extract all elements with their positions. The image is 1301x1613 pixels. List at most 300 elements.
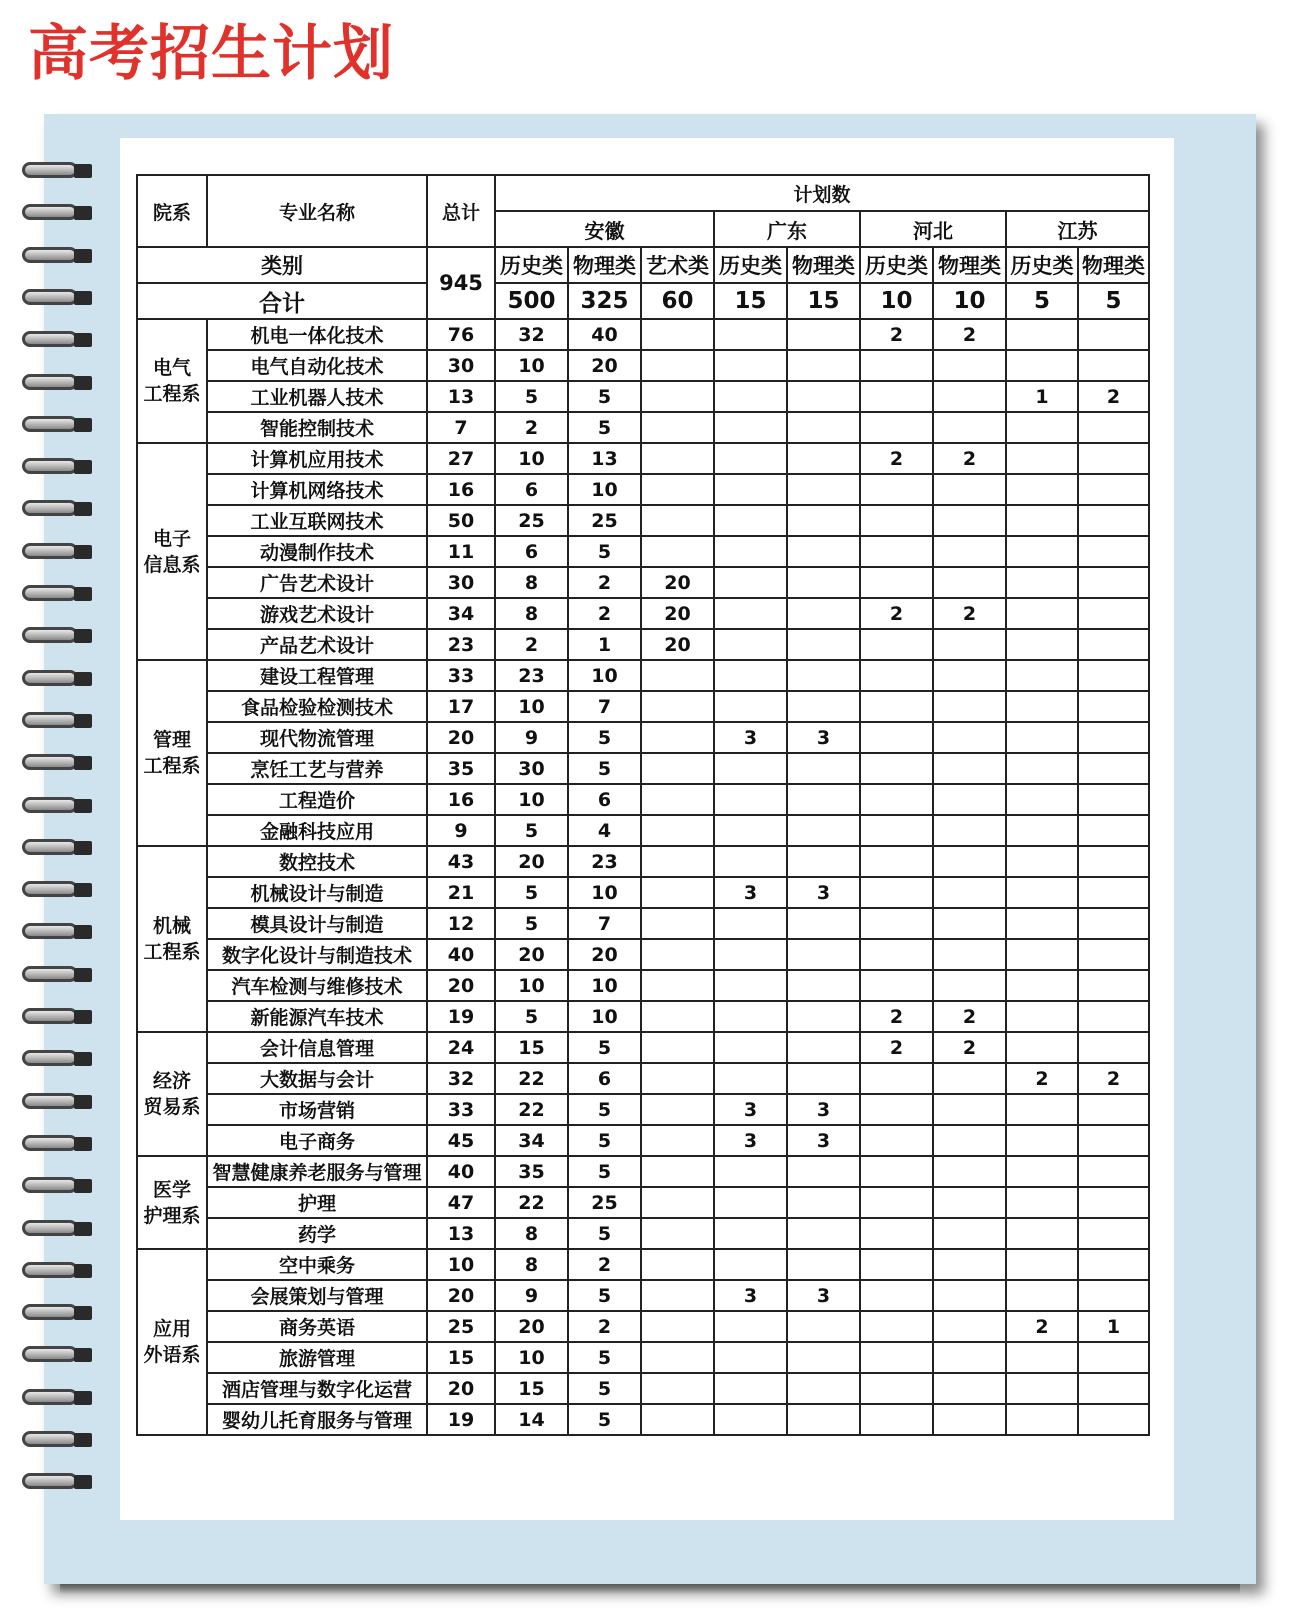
plan-value [933,908,1006,939]
major-name: 商务英语 [207,1311,427,1342]
table-row [137,753,1149,784]
ring-hole [74,1010,92,1024]
plan-value [641,412,714,443]
table-row [137,1156,1149,1187]
plan-value: 2 [860,319,933,350]
plan-value [641,505,714,536]
dept-cell: 医学 护理系 [137,1156,207,1249]
major-total: 25 [427,1311,495,1342]
spiral-ring [22,202,94,224]
plan-value [1006,443,1078,474]
plan-value [714,536,787,567]
spiral-ring [22,1218,94,1240]
major-name: 建设工程管理 [207,660,427,691]
plan-value [641,691,714,722]
plan-value: 5 [568,722,641,753]
plan-value: 5 [568,753,641,784]
plan-value: 2 [568,1311,641,1342]
header-province-anhui: 安徽 [495,211,714,247]
major-total: 21 [427,877,495,908]
plan-value [933,784,1006,815]
table-row [137,1249,1149,1280]
plan-value [641,970,714,1001]
plan-value: 2 [933,598,1006,629]
plan-value [933,939,1006,970]
plan-value: 1 [1078,1311,1149,1342]
header-dept: 院系 [137,175,207,247]
ring-loop [22,1431,78,1447]
plan-value [933,1280,1006,1311]
plan-value [1078,1187,1149,1218]
table-row [137,1280,1149,1311]
major-name: 机械设计与制造 [207,877,427,908]
major-total: 15 [427,1342,495,1373]
plan-value [787,1404,860,1435]
plan-value: 10 [568,474,641,505]
plan-value [714,1218,787,1249]
plan-value [1078,536,1149,567]
plan-value: 3 [787,1280,860,1311]
header-major: 专业名称 [207,175,427,247]
plan-value [860,350,933,381]
plan-value: 2 [568,1249,641,1280]
plan-value: 3 [714,1125,787,1156]
spiral-ring [22,1429,94,1451]
spiral-ring [22,710,94,732]
table-row [137,350,1149,381]
major-name: 现代物流管理 [207,722,427,753]
plan-value [1078,846,1149,877]
plan-value [860,474,933,505]
ring-loop [22,797,78,813]
plan-value: 8 [495,1218,568,1249]
major-name: 工业互联网技术 [207,505,427,536]
category-cell: 历史类 [714,247,787,283]
major-total: 40 [427,1156,495,1187]
plan-value: 7 [568,908,641,939]
major-name: 产品艺术设计 [207,629,427,660]
major-name: 会展策划与管理 [207,1280,427,1311]
plan-value [1078,815,1149,846]
plan-value [787,598,860,629]
plan-value: 10 [495,443,568,474]
plan-value [860,939,933,970]
ring-loop [22,247,78,263]
plan-value: 32 [495,319,568,350]
major-total: 34 [427,598,495,629]
plan-value [714,443,787,474]
plan-value: 2 [495,629,568,660]
plan-value [1006,1032,1078,1063]
ring-loop [22,1304,78,1320]
plan-value [933,846,1006,877]
table-row [137,1218,1149,1249]
major-name: 数控技术 [207,846,427,877]
table-row [137,412,1149,443]
table-row [137,1373,1149,1404]
major-name: 婴幼儿托育服务与管理 [207,1404,427,1435]
plan-value [641,1094,714,1125]
plan-value: 3 [714,877,787,908]
plan-value [641,1249,714,1280]
plan-value [787,970,860,1001]
plan-value [714,381,787,412]
plan-value: 10 [495,350,568,381]
plan-value: 22 [495,1063,568,1094]
table-row [137,1125,1149,1156]
plan-value [641,350,714,381]
major-name: 模具设计与制造 [207,908,427,939]
ring-loop [22,754,78,770]
ring-hole [74,672,92,686]
plan-value [1078,1001,1149,1032]
major-name: 食品检验检测技术 [207,691,427,722]
plan-value [787,691,860,722]
plan-value [641,1001,714,1032]
plan-value [1078,877,1149,908]
category-cell: 艺术类 [641,247,714,283]
plan-value: 3 [714,1094,787,1125]
ring-loop [22,458,78,474]
plan-value [860,815,933,846]
major-total: 12 [427,908,495,939]
ring-hole [74,164,92,178]
plan-value [860,1063,933,1094]
plan-value [714,1342,787,1373]
ring-loop [22,543,78,559]
ring-loop [22,416,78,432]
major-name: 数字化设计与制造技术 [207,939,427,970]
major-total: 40 [427,939,495,970]
plan-value: 5 [568,536,641,567]
plan-value [1006,1094,1078,1125]
major-name: 工业机器人技术 [207,381,427,412]
plan-value [860,1094,933,1125]
plan-value [714,1063,787,1094]
plan-value [714,412,787,443]
plan-value [1078,691,1149,722]
table-row [137,629,1149,660]
ring-loop [22,162,78,178]
table-row [137,381,1149,412]
plan-value [714,691,787,722]
plan-value [641,1187,714,1218]
ring-hole [74,1475,92,1489]
ring-hole [74,1179,92,1193]
table-row [137,474,1149,505]
plan-value [1006,1373,1078,1404]
plan-value: 2 [860,598,933,629]
plan-value [860,1187,933,1218]
table-row [137,1404,1149,1435]
sum-label: 合计 [137,283,427,319]
spiral-ring [22,541,94,563]
ring-loop [22,289,78,305]
major-total: 9 [427,815,495,846]
spiral-ring [22,795,94,817]
major-name: 护理 [207,1187,427,1218]
plan-value: 8 [495,598,568,629]
table-row [137,939,1149,970]
plan-value [641,1063,714,1094]
dept-cell: 经济 贸易系 [137,1032,207,1156]
plan-value [1006,815,1078,846]
plan-value [1006,1156,1078,1187]
plan-value [1006,691,1078,722]
plan-value [1006,1218,1078,1249]
ring-hole [74,629,92,643]
plan-value [714,567,787,598]
plan-value [1078,908,1149,939]
plan-value: 5 [495,1001,568,1032]
plan-value [1078,1156,1149,1187]
sum-row [137,283,1149,319]
ring-loop [22,712,78,728]
plan-value [641,784,714,815]
plan-value [714,1373,787,1404]
plan-value [1006,350,1078,381]
plan-value [933,722,1006,753]
plan-value: 8 [495,567,568,598]
plan-value [860,1125,933,1156]
plan-value [1006,1001,1078,1032]
table-row [137,815,1149,846]
plan-value [860,1373,933,1404]
plan-value [714,319,787,350]
plan-value: 5 [568,1125,641,1156]
major-name: 计算机网络技术 [207,474,427,505]
plan-value: 10 [495,970,568,1001]
plan-value [787,784,860,815]
major-name: 新能源汽车技术 [207,1001,427,1032]
plan-value: 23 [495,660,568,691]
plan-value: 20 [495,1311,568,1342]
plan-value [860,660,933,691]
plan-value [860,1218,933,1249]
plan-value [1078,939,1149,970]
plan-value: 5 [568,1094,641,1125]
enrollment-plan-table [136,174,1150,1436]
ring-loop [22,1346,78,1362]
header-province-guangdong: 广东 [714,211,860,247]
ring-hole [74,756,92,770]
major-name: 金融科技应用 [207,815,427,846]
plan-value [641,1156,714,1187]
plan-value [1078,660,1149,691]
plan-value [787,1063,860,1094]
plan-value [714,1156,787,1187]
ring-hole [74,376,92,390]
ring-hole [74,1222,92,1236]
grand-total: 945 [427,247,495,319]
major-name: 计算机应用技术 [207,443,427,474]
major-name: 旅游管理 [207,1342,427,1373]
major-total: 7 [427,412,495,443]
plan-value [860,877,933,908]
spiral-ring [22,752,94,774]
plan-value: 1 [568,629,641,660]
dept-cell: 电子 信息系 [137,443,207,660]
plan-value: 10 [568,1001,641,1032]
plan-value: 2 [1078,1063,1149,1094]
plan-value [714,1032,787,1063]
ring-loop [22,374,78,390]
plan-value: 2 [1006,1311,1078,1342]
plan-value [1006,908,1078,939]
plan-value: 2 [1078,381,1149,412]
spiral-ring [22,879,94,901]
ring-hole [74,968,92,982]
plan-value [1006,598,1078,629]
major-name: 药学 [207,1218,427,1249]
ring-loop [22,966,78,982]
plan-value [860,1311,933,1342]
plan-value [860,536,933,567]
spiral-ring [22,837,94,859]
plan-value: 40 [568,319,641,350]
plan-value [860,629,933,660]
plan-value [860,753,933,784]
plan-value: 3 [787,722,860,753]
major-total: 43 [427,846,495,877]
plan-value [787,1187,860,1218]
dept-cell: 电气 工程系 [137,319,207,443]
plan-value [1006,1125,1078,1156]
plan-value [933,412,1006,443]
table-row [137,908,1149,939]
ring-loop [22,1177,78,1193]
plan-value [933,970,1006,1001]
plan-value: 10 [568,970,641,1001]
plan-value: 5 [568,1156,641,1187]
ring-hole [74,249,92,263]
plan-value [787,846,860,877]
plan-value: 25 [495,505,568,536]
table-row [137,1063,1149,1094]
ring-loop [22,923,78,939]
ring-hole [74,206,92,220]
plan-value: 2 [568,567,641,598]
plan-value: 5 [568,1280,641,1311]
plan-value [1006,1249,1078,1280]
plan-value [714,1404,787,1435]
plan-value: 10 [495,1342,568,1373]
plan-value [860,846,933,877]
plan-value [787,1342,860,1373]
plan-value: 20 [495,939,568,970]
spiral-ring [22,1344,94,1366]
plan-value: 10 [495,691,568,722]
sum-cell: 5 [1078,283,1149,319]
sum-cell: 15 [714,283,787,319]
plan-value [1006,784,1078,815]
sum-cell: 15 [787,283,860,319]
plan-value [787,567,860,598]
plan-value [1078,319,1149,350]
spiral-ring [22,625,94,647]
ring-loop [22,881,78,897]
plan-value [860,784,933,815]
major-total: 30 [427,567,495,598]
plan-value: 2 [933,443,1006,474]
plan-value [787,1373,860,1404]
table-row [137,536,1149,567]
ring-loop [22,500,78,516]
plan-value [714,753,787,784]
plan-value [860,1404,933,1435]
ring-hole [74,925,92,939]
plan-value: 22 [495,1094,568,1125]
notebook-shadow [60,1584,1240,1594]
plan-value [1006,722,1078,753]
major-total: 45 [427,1125,495,1156]
plan-value: 3 [787,1094,860,1125]
dept-cell: 管理 工程系 [137,660,207,846]
plan-value [1078,1404,1149,1435]
plan-value: 7 [568,691,641,722]
plan-value: 34 [495,1125,568,1156]
major-total: 19 [427,1404,495,1435]
plan-value [1078,412,1149,443]
plan-value [1078,722,1149,753]
plan-value [1078,1373,1149,1404]
plan-value [787,908,860,939]
plan-value: 25 [568,505,641,536]
major-name: 机电一体化技术 [207,319,427,350]
plan-value: 6 [495,536,568,567]
plan-value [1078,1342,1149,1373]
ring-hole [74,883,92,897]
spiral-ring [22,456,94,478]
ring-loop [22,1093,78,1109]
plan-value [1006,505,1078,536]
plan-value: 2 [860,443,933,474]
spiral-ring [22,1175,94,1197]
plan-value: 6 [568,1063,641,1094]
major-total: 16 [427,784,495,815]
plan-value [1006,412,1078,443]
plan-value: 14 [495,1404,568,1435]
major-total: 13 [427,1218,495,1249]
plan-value [641,1373,714,1404]
sum-cell: 10 [860,283,933,319]
plan-value [1078,1249,1149,1280]
plan-value [641,319,714,350]
plan-value: 20 [641,598,714,629]
spiral-ring [22,414,94,436]
plan-value [1078,784,1149,815]
table-row [137,1094,1149,1125]
plan-value [1006,1342,1078,1373]
plan-value: 3 [787,1125,860,1156]
ring-loop [22,1389,78,1405]
plan-value: 3 [714,722,787,753]
ring-hole [74,1306,92,1320]
plan-value [1006,753,1078,784]
table-row [137,443,1149,474]
header-plan: 计划数 [495,175,1149,211]
plan-value [787,536,860,567]
page-title: 高考招生计划 [28,19,394,89]
plan-value: 3 [714,1280,787,1311]
plan-value: 9 [495,722,568,753]
plan-value [641,474,714,505]
plan-value: 5 [568,1404,641,1435]
major-total: 19 [427,1001,495,1032]
plan-value: 5 [568,1218,641,1249]
spiral-ring [22,1091,94,1113]
plan-value [714,474,787,505]
